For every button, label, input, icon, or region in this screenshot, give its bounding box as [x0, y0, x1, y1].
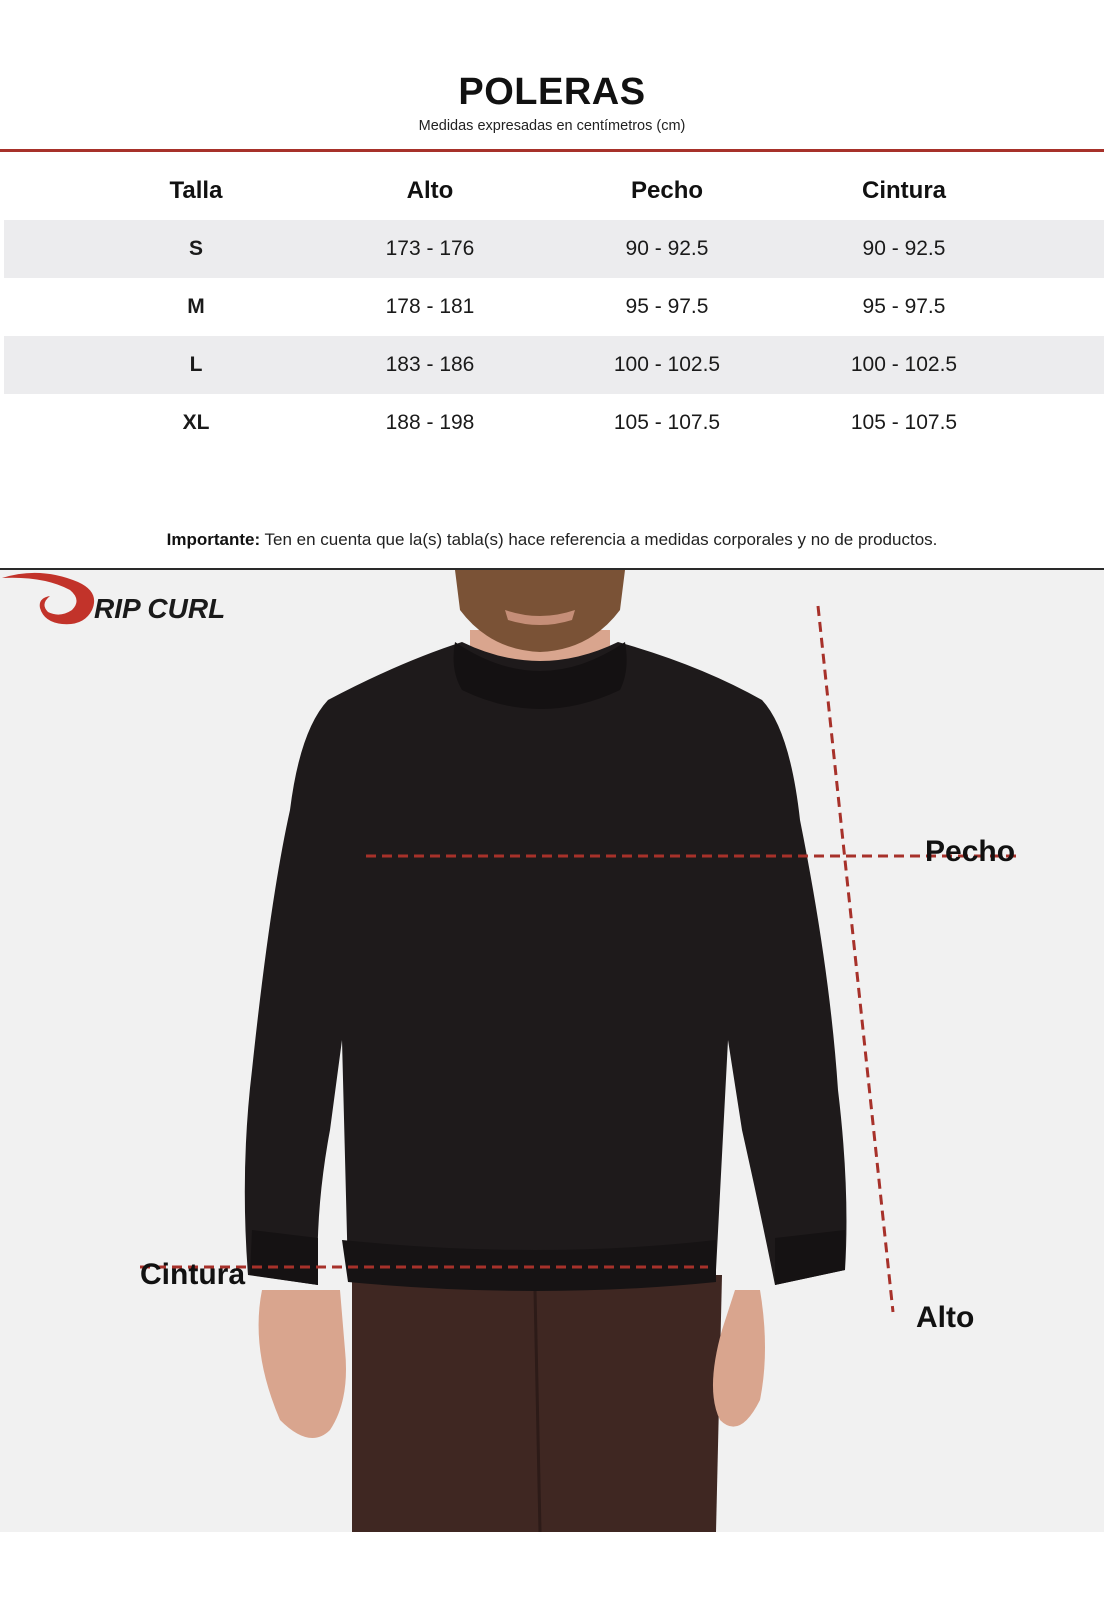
table-row [4, 336, 1104, 394]
cell-cintura: 90 - 92.5 [862, 237, 946, 260]
cell-alto: 183 - 186 [385, 353, 475, 376]
sweatshirt-shape [245, 642, 847, 1286]
cell-talla: XL [182, 411, 210, 434]
pecho-label: Pecho [925, 835, 1016, 868]
left-hand [259, 1290, 346, 1438]
important-note-label: Importante: [166, 530, 261, 549]
column-header-cintura: Cintura [862, 177, 946, 204]
important-note [0, 529, 1104, 551]
cell-alto: 178 - 181 [385, 295, 475, 318]
cell-talla: S [188, 237, 203, 260]
table-row [4, 394, 1104, 452]
page-subtitle: Medidas expresadas en centímetros (cm) [418, 118, 686, 134]
header [0, 0, 1104, 152]
cell-pecho: 100 - 102.5 [613, 353, 721, 376]
column-header-pecho: Pecho [630, 177, 704, 204]
brand-wordmark: RIP CURL [94, 593, 226, 624]
alto-label: Alto [916, 1301, 975, 1334]
table-row [4, 220, 1104, 278]
page-title: POLERAS [458, 71, 646, 113]
right-cuff [775, 1230, 845, 1285]
header-divider [0, 149, 1104, 152]
cell-cintura: 105 - 107.5 [850, 411, 958, 434]
cell-alto: 173 - 176 [385, 237, 475, 260]
cell-cintura: 95 - 97.5 [862, 295, 946, 318]
table-header [4, 162, 1104, 220]
measurement-diagram [0, 570, 1104, 1532]
column-header-alto: Alto [406, 177, 454, 204]
wave-icon [2, 573, 94, 624]
rip-curl-logo [0, 570, 280, 630]
cintura-label: Cintura [140, 1258, 245, 1291]
column-header-talla: Talla [169, 177, 223, 204]
cell-pecho: 95 - 97.5 [625, 295, 709, 318]
cell-talla: M [187, 295, 205, 318]
size-table [4, 162, 1104, 452]
table-row [4, 278, 1104, 336]
cell-pecho: 105 - 107.5 [613, 411, 721, 434]
important-note-text: Ten en cuenta que la(s) tabla(s) hace referencia a medidas corporales y no de productos. [260, 530, 938, 549]
model-illustration [0, 570, 1104, 1532]
cell-pecho: 90 - 92.5 [625, 237, 709, 260]
cell-alto: 188 - 198 [385, 411, 475, 434]
cell-cintura: 100 - 102.5 [850, 353, 958, 376]
cell-talla: L [189, 353, 203, 376]
left-cuff [250, 1230, 318, 1285]
